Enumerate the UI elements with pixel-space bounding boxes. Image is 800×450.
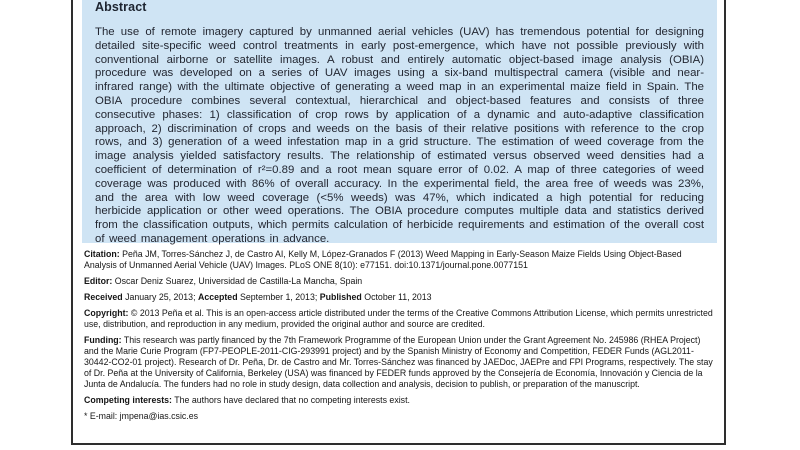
published-label: Published (319, 292, 362, 302)
metadata-section (84, 249, 715, 427)
abstract-box (82, 0, 717, 243)
copyright-block (84, 308, 715, 330)
competing-interests-label: Competing interests: (84, 395, 172, 405)
citation-text: Peña JM, Torres-Sánchez J, de Castro AI, Kelly M, López-Granados F (2013) Weed Mapping in Early-Season Maize Fields Using Object-Based Analysis of Unmanned Aerial Vehicle (UAV) Images. PLoS ONE 8(10): e77151. doi:10.1371/journal.pone.0077151 (84, 249, 682, 270)
competing-interests-text: The authors have declared that no competing interests exist. (171, 395, 410, 405)
email-text: * E-mail: jmpena@ias.csic.es (84, 411, 199, 421)
abstract-heading: Abstract (95, 0, 147, 14)
editor-text: Oscar Deniz Suarez, Universidad de Castilla-La Mancha, Spain (112, 276, 363, 286)
funding-block (84, 335, 715, 390)
copyright-text: © 2013 Peña et al. This is an open-access article distributed under the terms of the Creative Commons Attribution License, which permits unrestricted use, distribution, and reproduction in any medium, provided the original author and source are credited. (84, 308, 713, 329)
editor-block (84, 276, 715, 287)
funding-text: This research was partly financed by the 7th Framework Programme of the European Union under the Grant Agreement No. 245986 (RHEA Project) and the Marie Curie Program (FP7-PEOPLE-2011-CIG-293991 project) and by the Spanish Ministry of Economy and Competition, FEDER Funds (AGL2011-30442-CO2-01 project). Research of Dr. Peña, Dr. de Castro and Mr. Torres-Sánchez was financed by JAEDoc, JAEPre and FPI Programs, respectively. The stay of Dr. Peña at the University of California, Berkeley (USA) was financed by FEDER funds approved by the Consejería de Economía, Innovación y Ciencia de la Junta de Andalucía. The funders had no role in study design, data collection and analysis, decision to publish, or preparation of the manuscript. (84, 335, 713, 389)
citation-label: Citation: (84, 249, 120, 259)
email-line (84, 411, 715, 422)
abstract-text: The use of remote imagery captured by unmanned aerial vehicles (UAV) has tremendous potential for designing detailed site-specific weed control treatments in early post-emergence, which have not possible previously with conventional airborne or satellite images. A robust and entirely automatic object-based image analysis (OBIA) procedure was developed on a series of UAV images using a six-band multispectral camera (visible and near-infrared range) with the ultimate objective of generating a weed map in an experimental maize field in Spain. The OBIA procedure combines several contextual, hierarchical and object-based features and consists of three consecutive phases: 1) classification of crop rows by application of a dynamic and auto-adaptive classification approach, 2) discrimination of crops and weeds on the basis of their relative positions with reference to the crop rows, and 3) generation of a weed infestation map in a grid structure. The estimation of weed coverage from the image analysis yielded satisfactory results. The relationship of estimated versus observed weed densities had a coefficient of determination of r²=0.89 and a root mean square error of 0.02. A map of three categories of weed coverage was produced with 86% of overall accuracy. In the experimental field, the area free of weeds was 23%, and the area with low weed coverage (<5% weeds) was 47%, which indicated a high potential for reducing herbicide application or other weed operations. The OBIA procedure computes multiple data and statistics derived from the classification outputs, which permits calculation of herbicide requirements and estimation of the overall cost of weed management operations in advance. (95, 26, 704, 245)
copyright-label: Copyright: (84, 308, 129, 318)
editor-label: Editor: (84, 276, 113, 286)
competing-interests-block (84, 395, 715, 406)
accepted-date: September 1, 2013; (237, 292, 320, 302)
dates-block (84, 292, 715, 303)
received-date: January 25, 2013; (122, 292, 198, 302)
published-date: October 11, 2013 (361, 292, 432, 302)
accepted-label: Accepted (197, 292, 238, 302)
citation-block (84, 249, 715, 271)
funding-label: Funding: (84, 335, 122, 345)
received-label: Received (84, 292, 123, 302)
